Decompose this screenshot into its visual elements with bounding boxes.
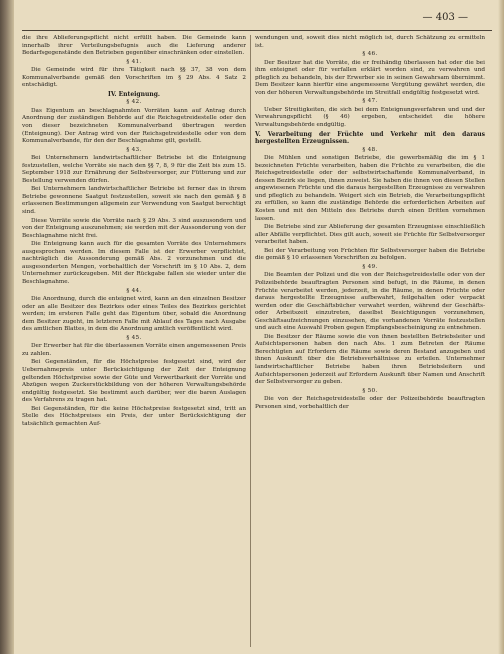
section-number: § 46. — [362, 51, 378, 58]
paragraph: Bei Unternehmern landwirtschaftlicher Betriebe ist die Enteignung festzustellen, welche Vorräte sie nach den §§ 7, 8, 9 für die Zeit bis zum 15. September 1918 zur Ernährung der Selbstversorger, zur Fütterung und zur Bestellung verwenden dürfen. — [22, 155, 246, 184]
section-number: § 47. — [362, 98, 378, 105]
paragraph: Bei Gegenständen, für die keine Höchstpreise festgesetzt sind, tritt an Stelle des Höchstpreises ein Preis, der unter Berücksichtigung der tatsächlich gemachten Auf- — [22, 405, 246, 427]
paragraph: Die Enteignung kann auch für die gesamten Vorräte des Unternehmers ausgesprochen werden. Im diesem Falle ist der Erwerber verpflichtet, nachträglich die Aussonderung gemäß Abs. 2 vorzunehmen und die ausgesonderten Mengen, vorbehaltlich der Vorschrift im § 10 Abs. 2, dem Unternehmer zurückzugeben. Mit der Rückgabe fallen sie wieder unter die Beschlagnahme. — [22, 241, 246, 285]
paragraph: Bei Gegenständen, für die Höchstpreise festgesetzt sind, wird der Uebernahmepreis unter Berücksichtigung der Zeit der Enteignung geltenden Höchstpreise sowie der Güte und Verwertbarkeit der Vorräte und Abzügen wegen Zuckerstückbildung von der höheren Verwaltungsbehörde endgültig festgesetzt. Sie bestimmt auch darüber, wer die baren Auslagen des Verfahrens zu tragen hat. — [22, 359, 246, 404]
paragraph: Diese Vorräte sowie die Vorräte nach § 29 Abs. 3 sind auszusondern und von der Enteignung auszunehmen; sie werden mit der Aussonderung von der Beschlagnahme nicht frei. — [22, 217, 246, 239]
paragraph: Bei Unternehmern landwirtschaftlicher Betriebe ist ferner das in ihrem Betriebe gewonnene Saatgut festzustellen, soweit sie nach den gemäß § 8 erlassenen Bestimmungen allgemein zur Verwendung von Saatgut berechtigt sind. — [22, 186, 246, 216]
page-edge — [498, 0, 504, 654]
paragraph: Die von der Reichsgetreidestelle oder der Polizeibehörde beauftragten Personen sind, vorbehaltlich der — [255, 396, 485, 410]
section-number: § 43. — [126, 146, 142, 153]
paragraph: Die Besitzer der Räume sowie die von ihnen bestellten Betriebsleiter und Aufsichtspersonen haben den nach Abs. 1 zum Betreten der Räume Berechtigten auf Erfordern die Räume sowie deren Bestand anzugeben und ihnen Auskunft über die Betriebsverhältnisse zu erteilen. Unternehmer landwirtschaftlicher Betriebe haben ihren Betriebsleitern und Aufsichtspersonen jederzeit auf Erfordern Auskunft über Namen und Anschrift der Selbstversorger zu geben. — [255, 333, 485, 386]
paragraph-continued: wendungen und, soweit dies nicht möglich ist, durch Schätzung zu ermitteln ist. — [255, 35, 485, 49]
paragraph: Die Beamten der Polizei und die von der Reichsgetreidestelle oder von der Polizeibehörde beauftragten Personen sind befugt, in die Räume, in denen Früchte verarbeitet werden, jederzeit, in die Räume, in denen Früchte oder daraus hergestellte Erzeugnisse aufbewahrt, feilgehalten oder verpackt werden oder die Geschäftsbücher verwahrt werden, während der Geschäfts- oder Arbeitszeit einzutreten, daselbst Besichtigungen vorzunehmen, Geschäftsaufzeichnungen einzusehen, die vorhandenen Vorräte festzustellen und auch eine Auswahl Proben gegen Empfangsbescheinigung zu entnehmen. — [255, 272, 485, 332]
paragraph: Die Betriebe sind zur Ablieferung der gesamten Erzeugnisse einschließlich aller Abfälle verpflichtet. Dies gilt auch, soweit sie Früchte für Selbstversorger verarbeitet haben. — [255, 224, 485, 246]
section-number: § 49. — [362, 263, 378, 270]
right-column — [255, 35, 485, 412]
section-number: § 45. — [126, 334, 142, 341]
section-heading: V. Verarbeitung der Früchte und Verkehr mit den daraus hergestellten Erzeugnissen. — [255, 130, 485, 146]
section-number: § 42. — [126, 99, 142, 106]
section-number: § 50. — [362, 387, 378, 394]
paragraph: Ueber Streitigkeiten, die sich bei dem Enteignungsverfahren und und der Verwahrungspflicht (§ 46) ergeben, entscheidet die höhere Verwaltungsbehörde endgültig. — [255, 106, 485, 129]
section-number: § 41. — [126, 58, 142, 65]
column-divider — [250, 35, 251, 647]
paragraph: Bei der Verarbeitung von Früchten für Selbstversorger haben die Betriebe die gemäß § 10 erlassenen Vorschriften zu befolgen. — [255, 247, 485, 262]
section-number: § 48. — [362, 146, 378, 153]
page-header — [22, 12, 494, 28]
left-column — [22, 35, 246, 429]
paragraph: Die Mühlen und sonstigen Betriebe, die gewerbsmäßig die im § 1 bezeichneten Früchte verarbeiten, haben die Früchte zu verarbeiten, die die Reichsgetreidestelle oder der selbstwirtschaftende Kommunalverband, in dessen Bezirk sie liegen, ihnen zuweist. Sie haben die ihnen von diesen Stellen angewiesenen Früchte und die daraus hergestellten Erzeugnisse zu verwahren und pfleglich zu behandeln. Weigert sich ein Betrieb, die Verarbeitungspflicht zu erfüllen, so kann die zuständige Behörde die erforderlichen Arbeiten auf Kosten und mit den Mitteln des Betriebs durch einen Dritten vornehmen lassen. — [255, 155, 485, 222]
book-binding-shadow — [0, 0, 14, 654]
page-number: — 403 — — [422, 12, 468, 23]
paragraph: Der Besitzer hat die Vorräte, die er freihändig überlassen hat oder die bei ihm enteignet oder für verfallen erklärt worden sind, zu verwahren und pfleglich zu behandeln, bis der Erwerber sie in seinen Gewahrsam übernimmt. Dem Besitzer kann hierfür eine angemessene Vergütung gewährt werden, die von der höheren Verwaltungsbehörde im Streitfall endgültig festgesetzt wird. — [255, 59, 485, 96]
paragraph: Die Anordnung, durch die enteignet wird, kann an den einzelnen Besitzer oder an alle Besitzer des Bezirkes oder eines Teiles des Bezirkes gerichtet werden; im ersteren Falle geht das Eigentum über, sobald die Anordnung dem Besitzer zugeht, im letzteren Falle mit Ablauf des Tages nach Ausgabe des amtlichen Blattes, in dem die Anordnung amtlich veröffentlicht wird. — [22, 296, 246, 333]
section-heading: IV. Enteignung. — [108, 90, 160, 98]
paragraph: Das Eigentum an beschlagnahmten Vorräten kann auf Antrag durch Anordnung der zuständigen Behörde auf die Reichsgetreidestelle oder den von dieser bezeichneten Kommunalverband übertragen werden (Enteignung). Der Antrag wird von der Reichsgetreidestelle oder von dem Kommunalverbande, für den der Beschlagnahme gilt, gestellt. — [22, 107, 246, 145]
paragraph: Die Gemeinde wird für ihre Tätigkeit nach §§ 37, 38 von dem Kommunalverbande gemäß den Vorschriften im § 29 Abs. 4 Satz 2 entschädigt. — [22, 67, 246, 89]
paragraph-continued: die ihre Ablieferungspflicht nicht erfüllt haben. Die Gemeinde kann innerhalb ihrer Verteilungsbefugnis auch die Lieferung anderer Bedarfsgegenstände den Betrieben gegenüber einschränken oder einstellen. — [22, 35, 246, 57]
paragraph: Der Erwerber hat für die überlassenen Vorräte einen angemessenen Preis zu zahlen. — [22, 343, 246, 357]
section-number: § 44. — [126, 287, 142, 294]
header-rule — [22, 30, 492, 31]
